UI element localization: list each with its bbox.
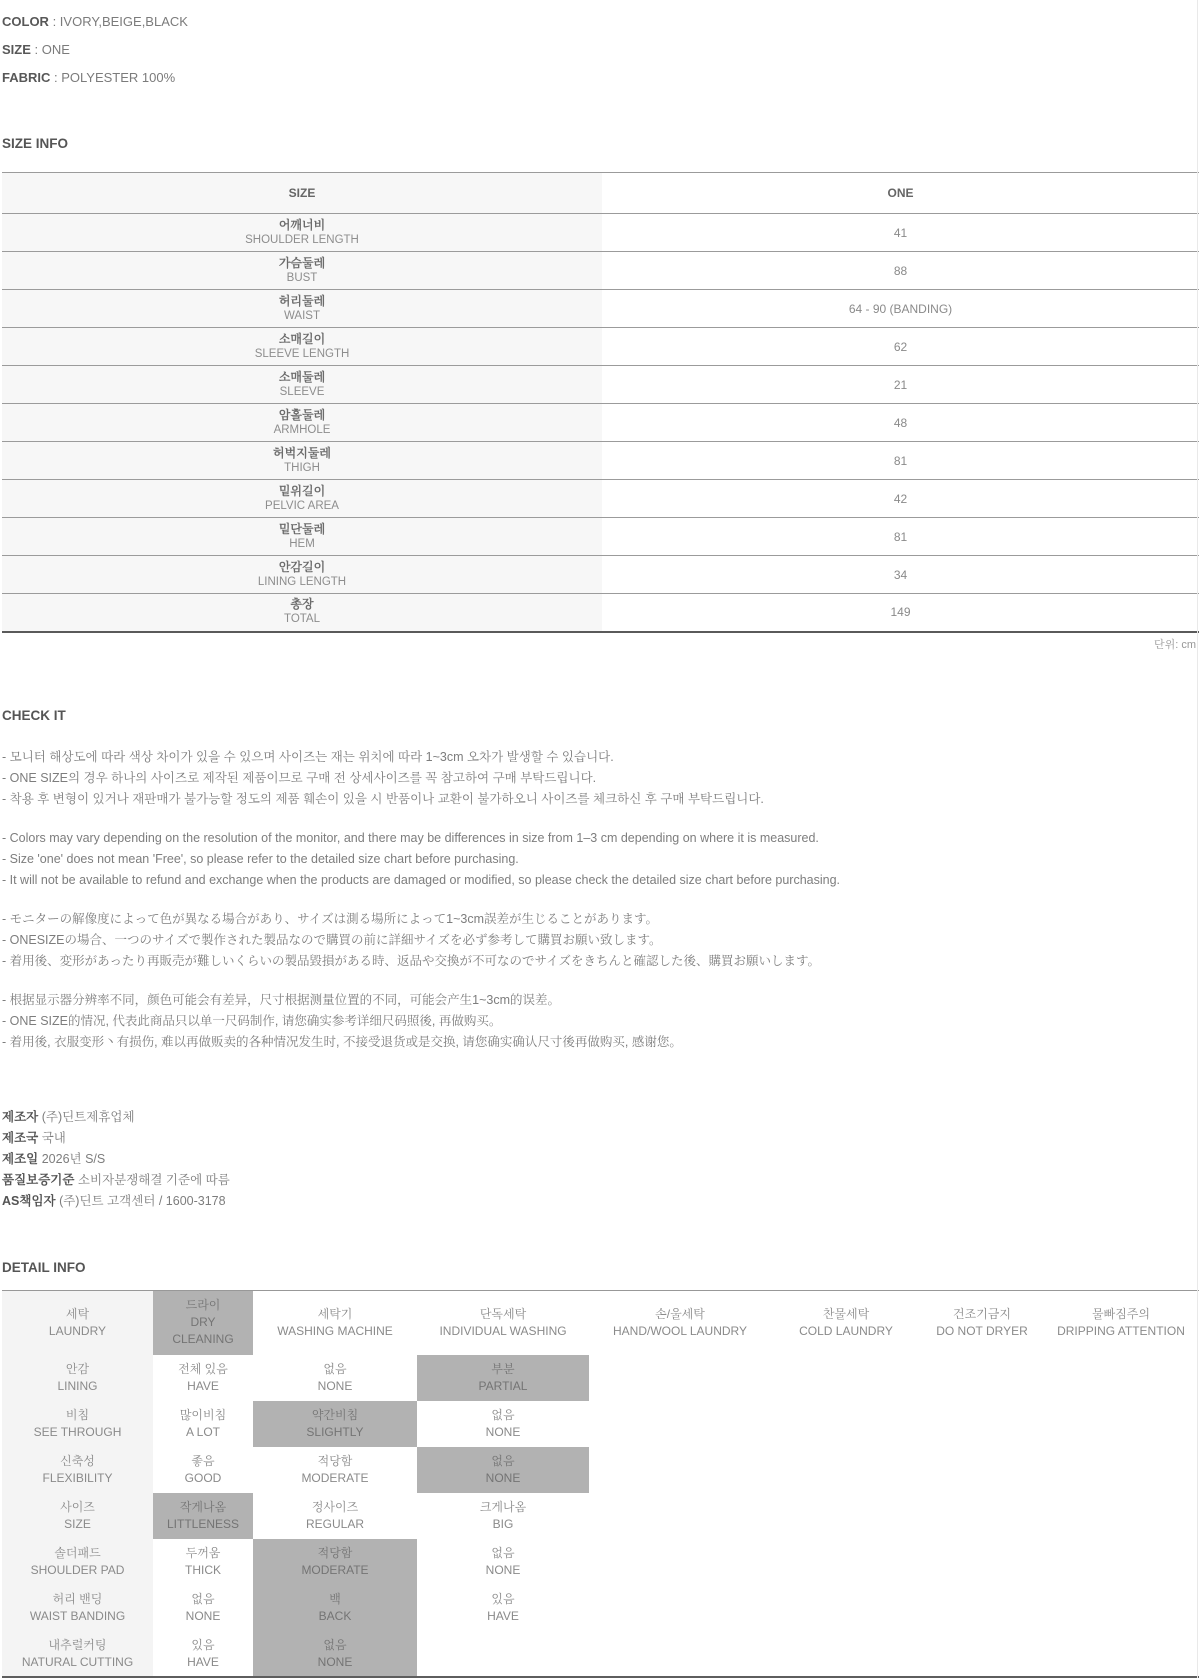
measure-name-en: PELVIC AREA [265,499,339,512]
size-table-header-row [2,173,1199,214]
unit-note: 단위: cm [1153,638,1196,651]
notes-chinese [2,990,1200,1053]
notes-korean [2,747,1200,810]
table-row [2,442,1199,480]
attribute-label: 허리 밴딩 WAIST BANDING [2,1585,153,1631]
page-right-border [1197,0,1198,1678]
measure-value: 48 [893,415,908,430]
empty-cell [589,1539,1199,1585]
option-selected: 없음 NONE [253,1631,417,1677]
option: 찬물세탁 COLD LAUNDRY [799,1306,893,1338]
table-row [2,366,1199,404]
fabric-value: : POLYESTER 100% [54,70,176,85]
manufacturer-row [2,1191,1200,1212]
detail-row-shoulder-pad [2,1539,1199,1585]
measure-value: 88 [893,263,908,278]
note-line: - 着用後、変形があったり再販売が難しいくらいの製品毀損がある時、返品や交換が不可なのでサイズをきちんと確認した後、購買お願いします。 [2,953,821,968]
measure-name-kr: 어깨너비 [278,217,326,232]
note-line: - 根据显示器分辨率不同，颜色可能会有差异，尺寸根据测量位置的不同，可能会产生1~3cm的误差。 [2,992,561,1007]
manufacturer-label: 제조일 [2,1151,39,1166]
note-line: - モニターの解像度によって色が異なる場合があり、サイズは測る場所によって1~3cm誤差が生じることがあります。 [2,911,659,926]
detail-row-laundry [2,1290,1199,1355]
detail-row-see-through [2,1401,1199,1447]
table-row [2,328,1199,366]
product-summary [2,8,1200,92]
note-line: - 着用後, 衣服变形丶有损伤, 难以再做贩卖的各种情况发生时, 不接受退货或是交换, 请您确实确认尺寸後再做购买, 感谢您。 [2,1034,682,1049]
measure-name-en: SLEEVE [279,385,325,398]
empty-cell [589,1631,1199,1677]
attribute-label: 솔더패드 SHOULDER PAD [2,1539,153,1585]
measure-name-en: ARMHOLE [273,423,331,436]
option: 많이비침 A LOT [179,1408,227,1439]
manufacturer-row [2,1128,1200,1149]
manufacturer-label: AS책임자 [2,1193,56,1208]
size-table-header-value: ONE [602,173,1199,214]
measure-name-kr: 허벅지둘레 [273,445,331,460]
table-row [2,290,1199,328]
empty-cell [589,1355,1199,1401]
table-row [2,594,1199,632]
option: 없음 NONE [317,1362,353,1393]
empty-cell [589,1493,1199,1539]
measure-name-en: HEM [289,537,315,550]
manufacturer-value: (주)딘트 고객센터 / 1600-3178 [55,1193,226,1208]
option-selected: 백 BACK [253,1585,417,1631]
measure-value: 81 [893,529,908,544]
option-selected: 작게나옴 LITTLENESS [153,1493,253,1539]
manufacturer-value: 2026년 S/S [38,1151,106,1166]
option: 없음 NONE [185,1592,221,1623]
detail-row-waist-banding [2,1585,1199,1631]
attribute-label: 신축성 FLEXIBILITY [2,1447,153,1493]
measure-value: 41 [893,225,908,240]
measure-name-kr: 밑단둘레 [278,521,326,536]
measure-value: 42 [893,491,908,506]
size-row [2,36,1200,64]
note-line: - ONE SIZE的情况, 代表此商品只以单一尺码制作, 请您确实参考详细尺码照後, 再做购买。 [2,1013,502,1028]
measure-name-en: BUST [286,271,318,284]
measure-name-kr: 소매길이 [278,331,326,346]
option: 손/울세탁 HAND/WOOL LAUNDRY [612,1306,748,1338]
size-table [2,172,1199,633]
option: 전체 있음 HAVE [178,1362,228,1393]
measure-value: 81 [893,453,908,468]
check-it-heading: CHECK IT [2,707,66,723]
measure-name-en: SHOULDER LENGTH [245,233,359,246]
detail-info-table [2,1290,1199,1678]
size-info-heading: SIZE INFO [2,136,69,151]
manufacturer-value: (주)딘트제휴업체 [38,1109,135,1124]
size-value: : ONE [34,42,70,57]
measure-name-en: THIGH [284,461,320,474]
attribute-label: 사이즈 SIZE [2,1493,153,1539]
notes-japanese [2,909,1200,972]
empty-cell [589,1401,1199,1447]
note-line: - Size 'one' does not mean 'Free', so please refer to the detailed size chart before purchasing. [2,851,519,866]
option: 없음 NONE [485,1546,521,1577]
measure-name-en: SLEEVE LENGTH [254,347,350,360]
manufacturer-label: 제조자 [2,1109,39,1124]
attribute-label: 세탁 LAUNDRY [2,1290,153,1355]
measure-name-kr: 안감길이 [278,559,326,574]
fabric-row [2,64,1200,92]
option: 적당함 MODERATE [301,1454,369,1485]
measure-name-kr: 소매둘레 [278,369,326,384]
detail-row-lining [2,1355,1199,1401]
option: 있음 HAVE [487,1592,519,1623]
empty-cell [589,1447,1199,1493]
note-line: - ONE SIZE의 경우 하나의 사이즈로 제작된 제품이므로 구매 전 상세사이즈를 꼭 참고하여 구매 부탁드립니다. [2,770,597,785]
measure-name-kr: 총장 [290,597,314,612]
color-value: : IVORY,BEIGE,BLACK [52,14,188,29]
option: 있음 HAVE [187,1637,219,1669]
empty-cell [589,1585,1199,1631]
detail-info-heading: DETAIL INFO [2,1259,86,1275]
table-row [2,404,1199,442]
option: 세탁기 WASHING MACHINE [277,1306,393,1338]
attribute-label: 안감 LINING [2,1355,153,1401]
option-selected: 적당함 MODERATE [253,1539,417,1585]
detail-row-natural-cutting [2,1631,1199,1677]
size-label: SIZE [2,42,31,57]
measure-value: 149 [890,605,911,620]
option: 두꺼움 THICK [185,1546,221,1577]
measure-name-kr: 가슴둘레 [278,255,326,270]
option-selected: 드라이 DRY CLEANING [153,1290,253,1355]
measure-name-en: WAIST [284,309,320,322]
measure-name-kr: 밑위길이 [278,483,326,498]
manufacturer-info [2,1107,1200,1212]
attribute-label: 내추럴커팅 NATURAL CUTTING [2,1631,153,1677]
detail-row-size [2,1493,1199,1539]
note-line: - ONESIZEの場合、一つのサイズで製作された製品なので購買の前に詳細サイズを必ず参考して購買お願い致します。 [2,932,662,947]
table-row [2,556,1199,594]
measure-name-kr: 암홀둘레 [278,407,326,422]
measure-value: 21 [893,377,908,392]
measure-value: 34 [893,567,908,582]
option: 정사이즈 REGULAR [305,1500,364,1531]
detail-row-flexibility [2,1447,1199,1493]
option: 건조기금지 DO NOT DRYER [936,1306,1028,1338]
measure-name-en: LINING LENGTH [257,575,347,588]
option-selected: 없음 NONE [417,1447,589,1493]
option: 좋음 GOOD [184,1454,222,1485]
measure-value: 64 - 90 (BANDING) [848,301,953,316]
empty-cell [417,1631,589,1677]
option-selected: 부분 PARTIAL [417,1355,589,1401]
note-line: - Colors may vary depending on the resolution of the monitor, and there may be differences in size from 1–3 cm depending on where it is measured. [2,830,819,845]
manufacturer-value: 국내 [38,1130,66,1145]
measure-value: 62 [893,339,908,354]
manufacturer-label: 품질보증기준 [2,1172,75,1187]
manufacturer-value: 소비자분쟁해결 기준에 따름 [74,1172,230,1187]
table-row [2,480,1199,518]
manufacturer-row [2,1170,1200,1191]
option-selected: 약간비침 SLIGHTLY [253,1401,417,1447]
measure-name-kr: 허리둘레 [278,293,326,308]
manufacturer-row [2,1149,1200,1170]
color-row [2,8,1200,36]
manufacturer-row [2,1107,1200,1128]
table-row [2,214,1199,252]
fabric-label: FABRIC [2,70,51,85]
note-line: - 착용 후 변형이 있거나 재판매가 불가능할 정도의 제품 훼손이 있을 시 반품이나 교환이 불가하오니 사이즈를 체크하신 후 구매 부탁드립니다. [2,791,764,806]
table-row [2,252,1199,290]
notes-english [2,828,1200,891]
note-line: - It will not be available to refund and exchange when the products are damaged or modified, so please check the detailed size chart before purchasing. [2,872,841,887]
size-table-header-label: SIZE [2,173,602,214]
color-label: COLOR [2,14,49,29]
measure-name-en: TOTAL [284,613,320,626]
option: 물빠짐주의 DRIPPING ATTENTION [1057,1306,1185,1338]
attribute-label: 비침 SEE THROUGH [2,1401,153,1447]
option: 없음 NONE [485,1408,521,1439]
option: 단독세탁 INDIVIDUAL WASHING [439,1306,567,1338]
table-row [2,518,1199,556]
note-line: - 모니터 해상도에 따라 색상 차이가 있을 수 있으며 사이즈는 재는 위치에 따라 1~3cm 오차가 발생할 수 있습니다. [2,749,614,764]
manufacturer-label: 제조국 [2,1130,39,1145]
option: 크게나옴 BIG [479,1500,527,1531]
